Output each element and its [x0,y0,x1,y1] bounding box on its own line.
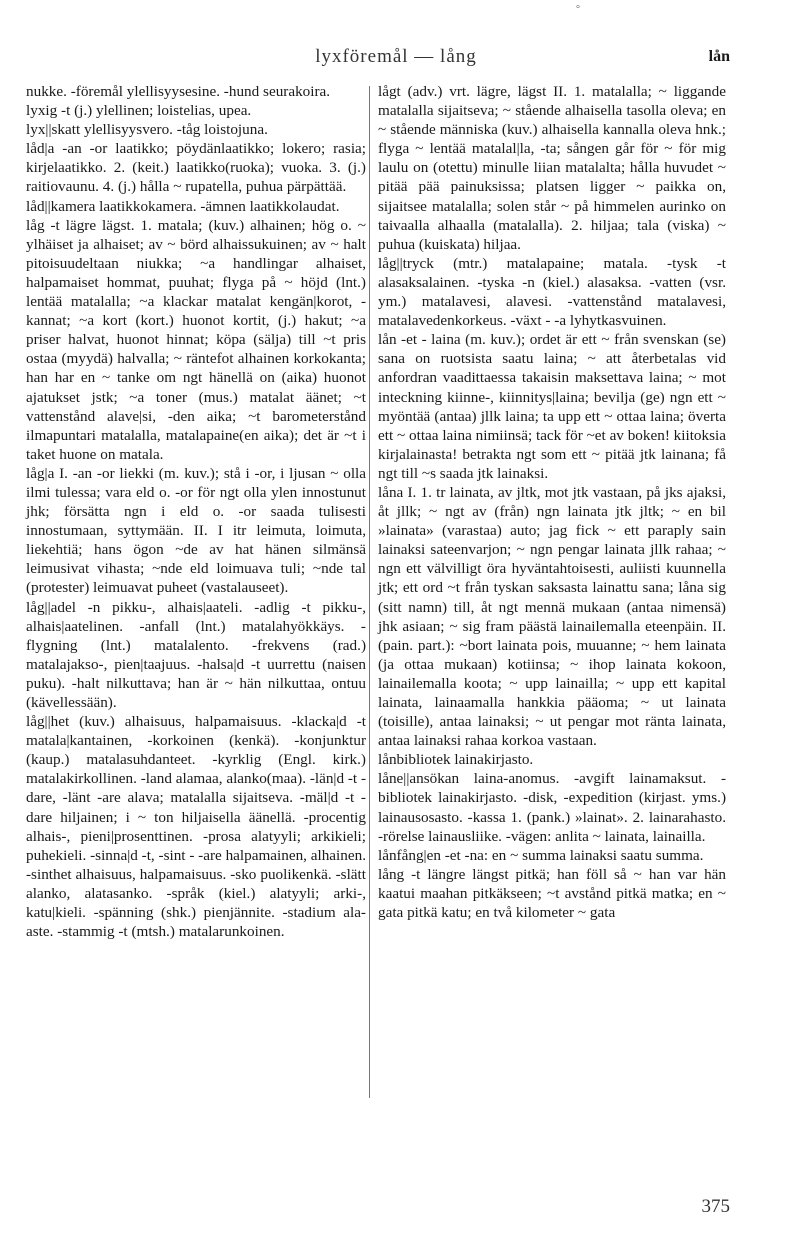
running-header [0,46,792,70]
dictionary-entry: låna I. 1. tr lainata, av jltk, mot jtk vastaan, på jks ajaksi, åt jllk; ~ ngt av (från) ngn lainata jtk jltk; ~ en bil »lainata» (varastaa) auto; jag fick ~ ett paraply sain lainaksi sateenvarjon; ~ ngn pengar lainata jllk rahaa; ~ ngn ett välvilligt öra hyväntahtoisesti, auliisti kuunnella jtk; ett ord ~t från tyskan saksasta lainattu sana; låna sig (sitt namn) till, åt ngt mennä mukaan (antaa nimensä) jhk asiaan; ~ sig fram päästä lainailemalla eteenpäin. II. (pain. part.): ~bort lainata pois, muuanne; ~ hem lainata (ja ottaa mukaan) kotiinsa; ~ ihop lainata kokoon, lainailemalla koota; ~ upp lainailla; ~ upp ett kapital lainata, lainaamalla hankkia pääoma; ~ ut lainata (toisille), antaa lainaksi; ~ ut pengar mot ränta lainata, antaa lainaksi rahaa korkoa vastaan. [378,483,726,750]
running-title: lyxföremål — lång [315,46,477,67]
dictionary-entry: nukke. -föremål ylellisyysesine. -hund seurakoira. [26,83,331,100]
dictionary-entry: låg||het (kuv.) alhaisuus, halpamaisuus. -klacka|d -t matala|kantainen, -korkoinen (kenkä). -konjunktur (kaup.) matalasuhdanteet. -kyrklig (Engl. kirk.) matalakirkollinen. -land alamaa, alanko(maa). -län|d -t -dare, -länt -are alava; matalalla sijaitseva. -mäl|d -t -dare hiljainen; i ~ ton hiljaisella äänellä. -procentig alhais-, pieni|prosenttinen. -prosa alatyyli; arkikieli; puhekieli. -sinna|d -t, -sint - -are halpamainen, alhainen. -sinthet alhaisuus, halpamaisuus. -sko puolikenkä. -slätt alanko, alatasanko. -språk (kiel.) alatyyli; arki-, katu|kieli. -spänning (shk.) pienjännite. -stadium ala-aste. -stammig -t (mtsh.) matalarunkoinen. [26,713,366,941]
column-divider [369,86,370,1098]
dictionary-entry: låg -t lägre lägst. 1. matala; (kuv.) alhainen; hög o. ~ ylhäiset ja alhaiset; av ~ börd alhaissukuinen; av ~ halt pitoisuudeltaan niukka; ~a handlingar alhaiset, halpamaiset hommat, puuhat; flyga på ~ höjd (lnt.) lentää matalalla; ~a klackar matalat kengän|korot, -kannat; ~a kort (kort.) huonot kortit, (j.) hakut; ~a priser halvat, huonot hinnat; köpa (sälja) till ~t pris ostaa (myydä) halvalla; ~ räntefot alhainen korkokanta; han har en ~ tanke om ngt hänellä on (aika) huonot ajatukset jstk; ~a toner (mus.) matalat äänet; ~t vattenstånd alave|si, -den aika; ~t barometerstånd ilmapuntari matalalla, matalapaine(en aika); det är ~t i taket huone on matala. [26,216,366,463]
dictionary-entry: låg|a I. -an -or liekki (m. kuv.); stå i -or, i ljusan ~ olla ilmi tulessa; vara eld o. -or för ngt olla ylen innostunut jhk; försätta ngn i eld o. -or saada tulisesti innostumaan, syttymään. II. I itr leimuta, loimuta, liekehtiä; hans ögon ~de av hat hänen silmänsä leimusivat vihasta; ~nde eld loimuava tuli; ~nde tal (protester) leimuavat puheet (vastalauseet). [26,464,366,597]
dictionary-entry: lågt (adv.) vrt. lägre, lägst II. 1. matalalla; ~ liggande matalalla sijaitseva; ~ stående alhaisella tasolla oleva; en ~ stående människa (kuv.) alhaisella kannalla oleva hnk.; flyga ~ lentää matalal|la, -ta; sången går för ~ för mig laulu on (otettu) minulle liian matalalta; hålla huvudet ~ pitää pää painuksissa; platsen ligger ~ paikka on, sijaitsee matalalla; solen står ~ på himmelen aurinko on taivaalla alhaalla (matalalla). 2. hiljaa; tala (viska) ~ puhua (kuiskata) hiljaa. [378,83,726,253]
dictionary-entry: låd||kamera laatikkokamera. -ämnen laatikkolaudat. [26,197,340,215]
page-number: 375 [701,1196,730,1217]
dictionary-entry: lån -et - laina (m. kuv.); ordet är ett ~ från svenskan (se) sana on ruotsista saatu laina; ~ att återbetalas vid anfordran vaadittaessa takaisin maksettava laina; ~ mot inteckning kiinne-, kiinnitys|laina; bevilja (ge) ngn ett ~ myöntää (antaa) jllk laina; ta upp ett ~ ottaa laina; överta ett ~ ottaa laina nimiinsä; tack för ~et av boken! kiitoksia kirjalainasta! betrakta ngt som ett ~ pitää jtk lainana; få ngt till ~s saada jtk lainaksi. [378,331,726,482]
left-column [26,82,366,941]
dictionary-entry: lånbibliotek lainakirjasto. [378,751,534,769]
dictionary-entry: lång -t längre längst pitkä; han föll så ~ han var hän kaatui maahan pitkäkseen; ~t avstånd pitkä matka; en ~ gata pitkä katu; en två kilometer ~ gata [378,865,726,922]
dictionary-entry: lånfång|en -et -na: en ~ summa lainaksi saatu summa. [378,846,704,864]
dictionary-entry: lyx||skatt ylellisyysvero. -tåg loistojuna. [26,121,268,139]
dictionary-entry: låne||ansökan laina-anomus. -avgift lainamaksut. -bibliotek lainakirjasto. -disk, -expedition (kirjast. yms.) lainausosasto. -kassa 1. (pank.) »lainat». 2. lainarahasto. -rörelse lainausliike. -vägen: anlita ~ lainata, lainailla. [378,770,726,845]
dictionary-entry: låg||tryck (mtr.) matalapaine; matala. -tysk -t alasaksalainen. -tyska -n (kiel.) alasaksa. -vatten (vsr. ym.) matalavesi, alavesi. -vattenstånd matalavesi, matalavedenkorkeus. -växt - -a lyhytkasvuinen. [378,254,726,330]
guide-word: lån [708,48,730,65]
dictionary-entry: låd|a -an -or laatikko; pöydänlaatikko; lokero; rasia; kirjelaatikko. 2. (keit.) laatikko(ruoka); vuoka. 3. (j.) raitiovaunu. 4. (j.) hålla ~ rupatella, puhua pärpättää. [26,140,366,196]
corner-mark: ° [576,4,580,15]
dictionary-entry: lyxig -t (j.) ylellinen; loistelias, upea. [26,102,252,120]
dictionary-entry: låg||adel -n pikku-, alhais|aateli. -adlig -t pikku-, alhais|aatelinen. -anfall (lnt.) matalahyökkäys. -flygning (lnt.) matalalento. -frekvens (rad.) matalajakso-, pien|taajuus. -halsa|d -t uurrettu (naisen puku). -halt nilkuttava; han är ~ hän nilkuttaa, ontuu (kävellessään). [26,598,366,711]
right-column [378,82,726,922]
